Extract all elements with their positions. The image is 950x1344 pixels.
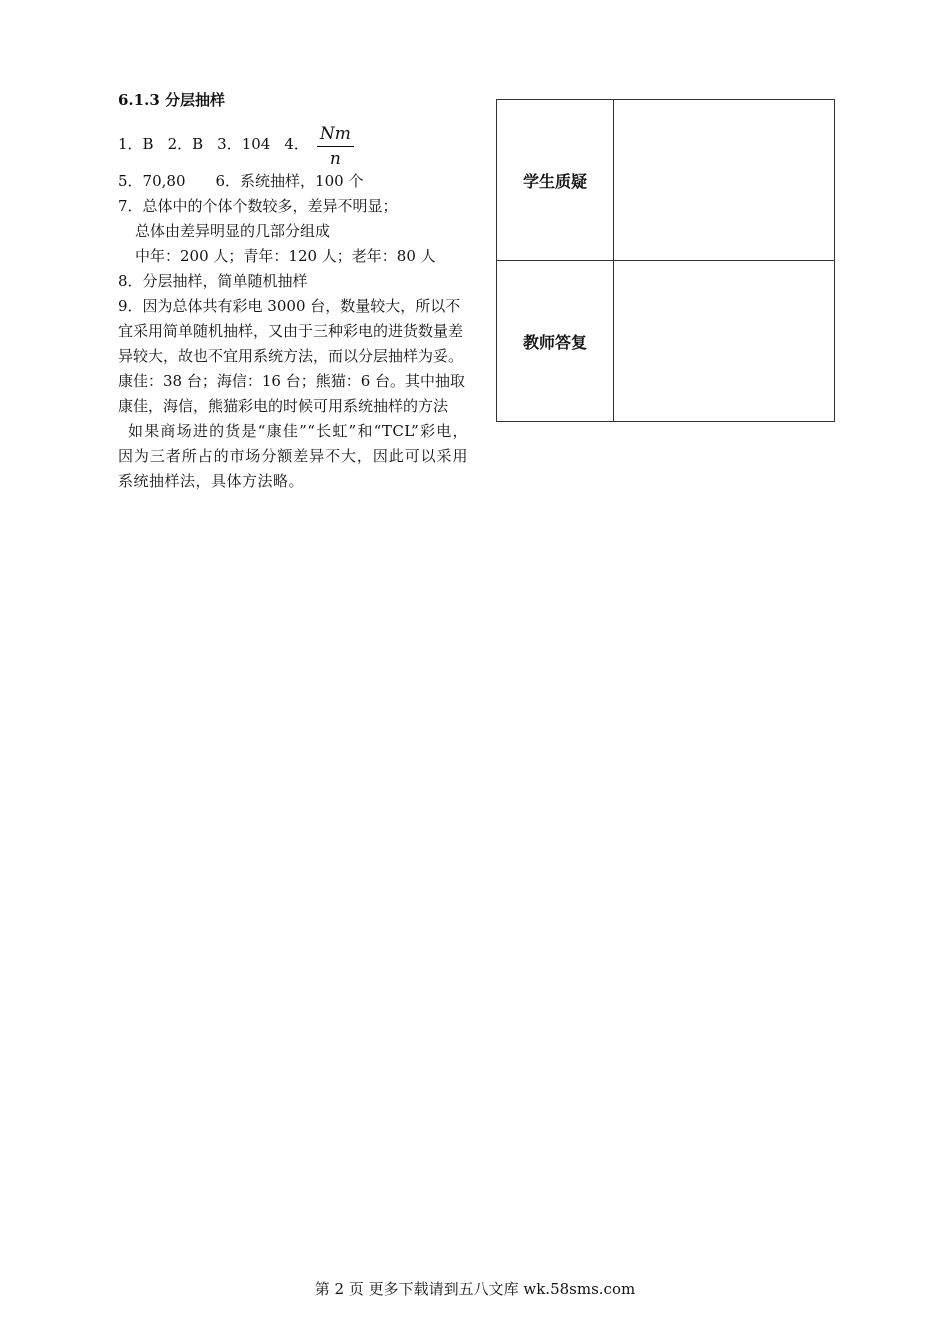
answer-2: 2．B <box>167 134 204 153</box>
student-question-row <box>497 100 835 261</box>
answer-row-1 <box>118 119 468 169</box>
answer-7-line-3: 中年：200 人；青年：120 人；老年：80 人 <box>135 247 436 265</box>
answer-column <box>118 88 468 494</box>
answer-6: 6．系统抽样，100 个 <box>215 172 364 190</box>
answer-8: 8．分层抽样，简单随机抽样 <box>118 272 308 290</box>
fraction-numerator: Nm <box>317 123 354 147</box>
section-title: 6.1.3 分层抽样 <box>118 91 225 109</box>
answer-4-label: 4． <box>284 134 309 153</box>
fraction-denominator: n <box>329 148 341 169</box>
answer-9-paragraph-1: 9．因为总体共有彩电 3000 台，数量较大，所以不宜采用简单随机抽样，又由于三种彩电的进货数量差异较大，故也不宜用系统方法，而以分层抽样为妥。康佳：38 台；海信：16 台；熊猫：6 台。其中抽取康佳，海信，熊猫彩电的时候可用系统抽样的方法 <box>118 297 466 415</box>
answer-5: 5．70,80 <box>118 172 186 190</box>
answer-7-line-2: 总体由差异明显的几部分组成 <box>135 222 331 240</box>
answer-1: 1．B <box>118 134 154 153</box>
qa-table <box>496 99 835 422</box>
page-footer: 第 2 页 更多下载请到五八文库 wk.58sms.com <box>314 1280 636 1298</box>
answer-row-2 <box>118 169 468 194</box>
answer-3: 3．104 <box>217 134 271 153</box>
teacher-reply-label: 教师答复 <box>497 261 614 422</box>
student-question-label: 学生质疑 <box>497 100 614 261</box>
answer-7-line-1: 7．总体中的个体个数较多，差异不明显； <box>118 197 398 215</box>
teacher-reply-cell <box>614 261 835 422</box>
answer-9-paragraph-2: 如果商场进的货是“康佳”“长虹”和“TCL”彩电，因为三者所占的市场分额差异不大，因此可以采用系统抽样法，具体方法略。 <box>118 422 468 490</box>
teacher-reply-row <box>497 261 835 422</box>
answer-4-fraction <box>317 123 354 170</box>
student-question-cell <box>614 100 835 261</box>
